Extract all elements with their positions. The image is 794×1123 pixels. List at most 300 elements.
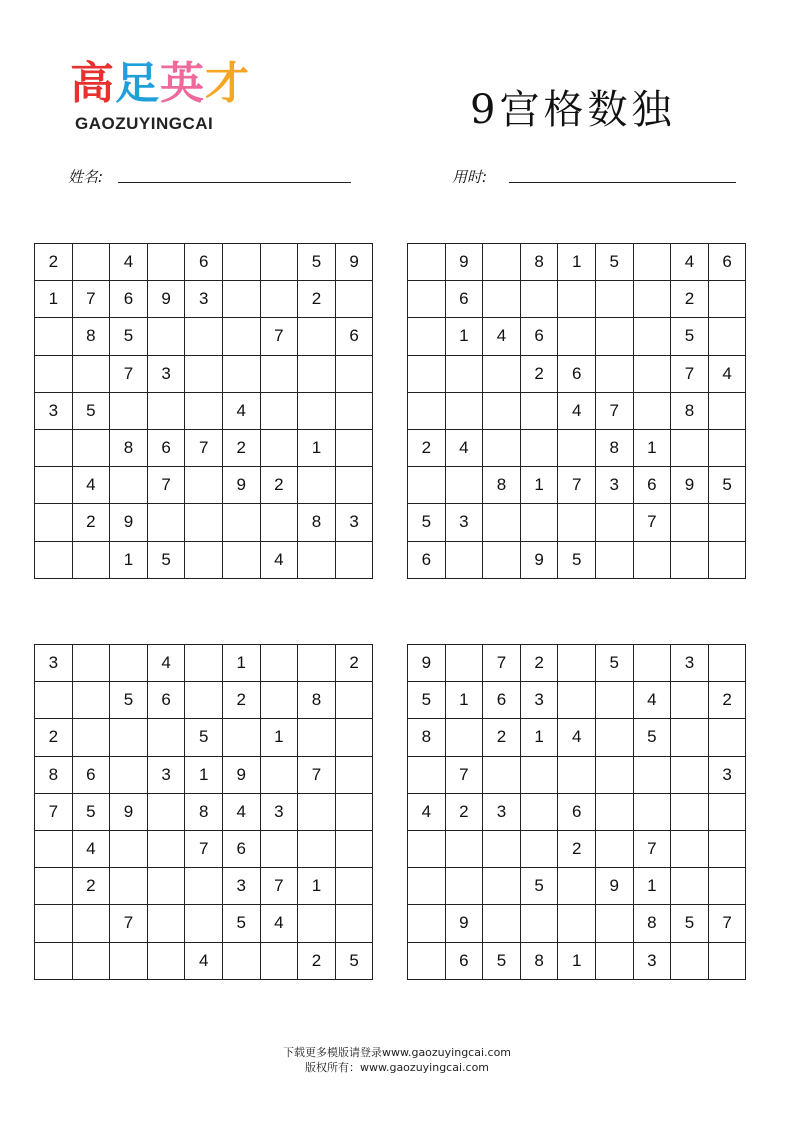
- given-cell: 6: [147, 429, 185, 466]
- empty-cell[interactable]: [708, 830, 746, 867]
- given-cell: 7: [483, 645, 521, 682]
- empty-cell[interactable]: [222, 244, 260, 281]
- empty-cell[interactable]: [633, 756, 671, 793]
- empty-cell[interactable]: [222, 281, 260, 318]
- given-cell: 9: [445, 244, 483, 281]
- empty-cell[interactable]: [408, 942, 446, 979]
- given-cell: 2: [445, 793, 483, 830]
- given-cell: 2: [483, 719, 521, 756]
- empty-cell[interactable]: [185, 392, 223, 429]
- empty-cell[interactable]: [671, 719, 709, 756]
- empty-cell[interactable]: [595, 541, 633, 578]
- empty-cell[interactable]: [185, 318, 223, 355]
- empty-cell[interactable]: [35, 318, 73, 355]
- empty-cell[interactable]: [558, 868, 596, 905]
- empty-cell[interactable]: [110, 868, 148, 905]
- empty-cell[interactable]: [595, 318, 633, 355]
- given-cell: 5: [671, 905, 709, 942]
- sudoku-grid-4: [407, 644, 746, 980]
- empty-cell[interactable]: [708, 392, 746, 429]
- grid-row: [35, 830, 373, 867]
- grid-row: [35, 318, 373, 355]
- empty-cell[interactable]: [595, 830, 633, 867]
- sudoku-grid-2: [407, 243, 746, 579]
- logo-cn-text: [70, 60, 250, 108]
- time-field-line[interactable]: [509, 182, 736, 183]
- empty-cell[interactable]: [671, 504, 709, 541]
- name-label: 姓名:: [68, 168, 104, 186]
- empty-cell[interactable]: [185, 541, 223, 578]
- given-cell: 2: [72, 504, 110, 541]
- given-cell: 5: [298, 244, 336, 281]
- empty-cell[interactable]: [708, 868, 746, 905]
- empty-cell[interactable]: [445, 392, 483, 429]
- empty-cell[interactable]: [298, 392, 336, 429]
- given-cell: 6: [633, 467, 671, 504]
- empty-cell[interactable]: [335, 429, 373, 466]
- given-cell: 8: [520, 244, 558, 281]
- empty-cell[interactable]: [185, 868, 223, 905]
- empty-cell[interactable]: [408, 281, 446, 318]
- empty-cell[interactable]: [110, 830, 148, 867]
- empty-cell[interactable]: [445, 645, 483, 682]
- empty-cell[interactable]: [483, 281, 521, 318]
- empty-cell[interactable]: [72, 429, 110, 466]
- empty-cell[interactable]: [483, 830, 521, 867]
- grid-row: [408, 830, 746, 867]
- empty-cell[interactable]: [222, 719, 260, 756]
- empty-cell[interactable]: [110, 719, 148, 756]
- empty-cell[interactable]: [335, 830, 373, 867]
- given-cell: 5: [72, 392, 110, 429]
- given-cell: 1: [558, 942, 596, 979]
- empty-cell[interactable]: [671, 541, 709, 578]
- empty-cell[interactable]: [408, 830, 446, 867]
- empty-cell[interactable]: [298, 645, 336, 682]
- empty-cell[interactable]: [633, 793, 671, 830]
- given-cell: 3: [483, 793, 521, 830]
- empty-cell[interactable]: [35, 355, 73, 392]
- empty-cell[interactable]: [147, 504, 185, 541]
- empty-cell[interactable]: [147, 318, 185, 355]
- empty-cell[interactable]: [147, 905, 185, 942]
- empty-cell[interactable]: [408, 868, 446, 905]
- empty-cell[interactable]: [708, 318, 746, 355]
- empty-cell[interactable]: [445, 541, 483, 578]
- empty-cell[interactable]: [708, 281, 746, 318]
- empty-cell[interactable]: [72, 541, 110, 578]
- empty-cell[interactable]: [222, 504, 260, 541]
- logo-char-2: 足: [115, 58, 160, 109]
- empty-cell[interactable]: [222, 541, 260, 578]
- given-cell: 1: [633, 429, 671, 466]
- given-cell: 8: [298, 682, 336, 719]
- footer-line-2: 版权所有：www.gaozuyingcai.com: [304, 1061, 490, 1074]
- given-cell: 4: [72, 467, 110, 504]
- empty-cell[interactable]: [558, 645, 596, 682]
- given-cell: 7: [260, 868, 298, 905]
- empty-cell[interactable]: [708, 793, 746, 830]
- empty-cell[interactable]: [147, 830, 185, 867]
- given-cell: 8: [633, 905, 671, 942]
- given-cell: 8: [483, 467, 521, 504]
- empty-cell[interactable]: [445, 868, 483, 905]
- empty-cell[interactable]: [298, 355, 336, 392]
- grid-row: [408, 793, 746, 830]
- empty-cell[interactable]: [185, 504, 223, 541]
- empty-cell[interactable]: [633, 244, 671, 281]
- empty-cell[interactable]: [408, 905, 446, 942]
- empty-cell[interactable]: [483, 392, 521, 429]
- empty-cell[interactable]: [335, 868, 373, 905]
- empty-cell[interactable]: [671, 942, 709, 979]
- empty-cell[interactable]: [558, 429, 596, 466]
- grid-row: [408, 504, 746, 541]
- empty-cell[interactable]: [110, 467, 148, 504]
- empty-cell[interactable]: [671, 830, 709, 867]
- empty-cell[interactable]: [520, 392, 558, 429]
- given-cell: 3: [671, 645, 709, 682]
- empty-cell[interactable]: [558, 905, 596, 942]
- empty-cell[interactable]: [72, 905, 110, 942]
- given-cell: 2: [520, 645, 558, 682]
- empty-cell[interactable]: [708, 541, 746, 578]
- given-cell: 9: [110, 793, 148, 830]
- empty-cell[interactable]: [483, 429, 521, 466]
- empty-cell[interactable]: [483, 504, 521, 541]
- given-cell: 1: [445, 318, 483, 355]
- empty-cell[interactable]: [222, 942, 260, 979]
- empty-cell[interactable]: [35, 429, 73, 466]
- empty-cell[interactable]: [335, 467, 373, 504]
- given-cell: 5: [595, 244, 633, 281]
- empty-cell[interactable]: [298, 905, 336, 942]
- given-cell: 1: [222, 645, 260, 682]
- given-cell: 2: [520, 355, 558, 392]
- empty-cell[interactable]: [147, 868, 185, 905]
- empty-cell[interactable]: [335, 392, 373, 429]
- empty-cell[interactable]: [335, 793, 373, 830]
- empty-cell[interactable]: [408, 392, 446, 429]
- empty-cell[interactable]: [260, 645, 298, 682]
- empty-cell[interactable]: [185, 905, 223, 942]
- given-cell: 7: [185, 429, 223, 466]
- empty-cell[interactable]: [708, 645, 746, 682]
- given-cell: 7: [147, 467, 185, 504]
- given-cell: 6: [445, 942, 483, 979]
- empty-cell[interactable]: [595, 719, 633, 756]
- empty-cell[interactable]: [633, 541, 671, 578]
- given-cell: 4: [260, 905, 298, 942]
- grid-row: [35, 244, 373, 281]
- empty-cell[interactable]: [185, 682, 223, 719]
- grid-row: [35, 756, 373, 793]
- time-label: 用时:: [452, 168, 488, 186]
- empty-cell[interactable]: [633, 392, 671, 429]
- grid-row: [408, 868, 746, 905]
- empty-cell[interactable]: [595, 281, 633, 318]
- empty-cell[interactable]: [35, 682, 73, 719]
- empty-cell[interactable]: [671, 756, 709, 793]
- empty-cell[interactable]: [72, 355, 110, 392]
- given-cell: 2: [35, 719, 73, 756]
- brand-logo: [53, 52, 258, 142]
- grid-row: [408, 355, 746, 392]
- empty-cell[interactable]: [298, 467, 336, 504]
- empty-cell[interactable]: [483, 868, 521, 905]
- given-cell: 3: [222, 868, 260, 905]
- empty-cell[interactable]: [260, 504, 298, 541]
- empty-cell[interactable]: [35, 467, 73, 504]
- empty-cell[interactable]: [520, 756, 558, 793]
- given-cell: 5: [483, 942, 521, 979]
- empty-cell[interactable]: [35, 830, 73, 867]
- given-cell: 9: [147, 281, 185, 318]
- given-cell: 6: [335, 318, 373, 355]
- empty-cell[interactable]: [298, 719, 336, 756]
- empty-cell[interactable]: [671, 682, 709, 719]
- empty-cell[interactable]: [483, 541, 521, 578]
- given-cell: 3: [335, 504, 373, 541]
- given-cell: 3: [595, 467, 633, 504]
- empty-cell[interactable]: [335, 355, 373, 392]
- empty-cell[interactable]: [35, 905, 73, 942]
- empty-cell[interactable]: [260, 830, 298, 867]
- given-cell: 1: [185, 756, 223, 793]
- grid-row: [408, 682, 746, 719]
- given-cell: 9: [335, 244, 373, 281]
- empty-cell[interactable]: [671, 868, 709, 905]
- given-cell: 5: [558, 541, 596, 578]
- name-field-line[interactable]: [118, 182, 351, 183]
- grid-row: [408, 719, 746, 756]
- empty-cell[interactable]: [298, 541, 336, 578]
- empty-cell[interactable]: [110, 756, 148, 793]
- given-cell: 6: [147, 682, 185, 719]
- empty-cell[interactable]: [595, 682, 633, 719]
- given-cell: 4: [222, 392, 260, 429]
- empty-cell[interactable]: [335, 682, 373, 719]
- given-cell: 4: [222, 793, 260, 830]
- empty-cell[interactable]: [558, 682, 596, 719]
- empty-cell[interactable]: [298, 830, 336, 867]
- empty-cell[interactable]: [335, 905, 373, 942]
- given-cell: 6: [110, 281, 148, 318]
- given-cell: 1: [110, 541, 148, 578]
- grid-row: [408, 467, 746, 504]
- given-cell: 6: [558, 355, 596, 392]
- given-cell: 6: [72, 756, 110, 793]
- empty-cell[interactable]: [298, 318, 336, 355]
- given-cell: 8: [298, 504, 336, 541]
- given-cell: 7: [35, 793, 73, 830]
- empty-cell[interactable]: [558, 756, 596, 793]
- given-cell: 7: [633, 504, 671, 541]
- empty-cell[interactable]: [260, 682, 298, 719]
- empty-cell[interactable]: [595, 942, 633, 979]
- given-cell: 4: [708, 355, 746, 392]
- empty-cell[interactable]: [72, 244, 110, 281]
- empty-cell[interactable]: [335, 541, 373, 578]
- grid-row: [35, 942, 373, 979]
- empty-cell[interactable]: [408, 756, 446, 793]
- empty-cell[interactable]: [35, 504, 73, 541]
- empty-cell[interactable]: [408, 355, 446, 392]
- empty-cell[interactable]: [260, 355, 298, 392]
- empty-cell[interactable]: [260, 281, 298, 318]
- empty-cell[interactable]: [110, 942, 148, 979]
- empty-cell[interactable]: [558, 504, 596, 541]
- given-cell: 8: [408, 719, 446, 756]
- empty-cell[interactable]: [595, 355, 633, 392]
- given-cell: 1: [445, 682, 483, 719]
- empty-cell[interactable]: [708, 719, 746, 756]
- empty-cell[interactable]: [445, 467, 483, 504]
- empty-cell[interactable]: [185, 467, 223, 504]
- given-cell: 7: [72, 281, 110, 318]
- empty-cell[interactable]: [222, 318, 260, 355]
- empty-cell[interactable]: [298, 793, 336, 830]
- empty-cell[interactable]: [708, 942, 746, 979]
- given-cell: 7: [708, 905, 746, 942]
- given-cell: 4: [671, 244, 709, 281]
- empty-cell[interactable]: [335, 719, 373, 756]
- empty-cell[interactable]: [35, 868, 73, 905]
- empty-cell[interactable]: [633, 355, 671, 392]
- empty-cell[interactable]: [260, 756, 298, 793]
- empty-cell[interactable]: [558, 318, 596, 355]
- empty-cell[interactable]: [72, 719, 110, 756]
- empty-cell[interactable]: [595, 793, 633, 830]
- logo-char-1: 高: [70, 58, 115, 109]
- given-cell: 8: [671, 392, 709, 429]
- grid-row: [408, 392, 746, 429]
- given-cell: 4: [483, 318, 521, 355]
- given-cell: 3: [185, 281, 223, 318]
- given-cell: 9: [222, 756, 260, 793]
- empty-cell[interactable]: [222, 355, 260, 392]
- empty-cell[interactable]: [445, 830, 483, 867]
- grid-row: [35, 793, 373, 830]
- empty-cell[interactable]: [147, 244, 185, 281]
- given-cell: 9: [671, 467, 709, 504]
- given-cell: 1: [558, 244, 596, 281]
- given-cell: 5: [185, 719, 223, 756]
- given-cell: 3: [35, 392, 73, 429]
- empty-cell[interactable]: [483, 756, 521, 793]
- empty-cell[interactable]: [520, 429, 558, 466]
- empty-cell[interactable]: [445, 719, 483, 756]
- empty-cell[interactable]: [72, 942, 110, 979]
- empty-cell[interactable]: [558, 281, 596, 318]
- grid-row: [35, 645, 373, 682]
- given-cell: 6: [520, 318, 558, 355]
- given-cell: 6: [185, 244, 223, 281]
- grid-row: [408, 942, 746, 979]
- empty-cell[interactable]: [260, 392, 298, 429]
- grid-row: [408, 541, 746, 578]
- empty-cell[interactable]: [72, 682, 110, 719]
- empty-cell[interactable]: [147, 392, 185, 429]
- empty-cell[interactable]: [671, 793, 709, 830]
- empty-cell[interactable]: [408, 244, 446, 281]
- given-cell: 5: [595, 645, 633, 682]
- empty-cell[interactable]: [35, 942, 73, 979]
- given-cell: 7: [595, 392, 633, 429]
- empty-cell[interactable]: [633, 645, 671, 682]
- empty-cell[interactable]: [147, 942, 185, 979]
- given-cell: 7: [445, 756, 483, 793]
- empty-cell[interactable]: [408, 467, 446, 504]
- empty-cell[interactable]: [260, 942, 298, 979]
- empty-cell[interactable]: [595, 905, 633, 942]
- given-cell: 3: [633, 942, 671, 979]
- given-cell: 9: [408, 645, 446, 682]
- empty-cell[interactable]: [633, 318, 671, 355]
- given-cell: 8: [110, 429, 148, 466]
- given-cell: 6: [445, 281, 483, 318]
- empty-cell[interactable]: [520, 504, 558, 541]
- given-cell: 1: [298, 868, 336, 905]
- given-cell: 6: [222, 830, 260, 867]
- empty-cell[interactable]: [185, 645, 223, 682]
- empty-cell[interactable]: [445, 355, 483, 392]
- given-cell: 1: [260, 719, 298, 756]
- empty-cell[interactable]: [595, 504, 633, 541]
- given-cell: 4: [408, 793, 446, 830]
- empty-cell[interactable]: [335, 756, 373, 793]
- empty-cell[interactable]: [260, 244, 298, 281]
- given-cell: 6: [483, 682, 521, 719]
- empty-cell[interactable]: [708, 504, 746, 541]
- empty-cell[interactable]: [671, 429, 709, 466]
- empty-cell[interactable]: [520, 830, 558, 867]
- empty-cell[interactable]: [72, 645, 110, 682]
- logo-char-4: 才: [205, 58, 250, 109]
- empty-cell[interactable]: [633, 281, 671, 318]
- given-cell: 2: [558, 830, 596, 867]
- empty-cell[interactable]: [110, 392, 148, 429]
- empty-cell[interactable]: [520, 281, 558, 318]
- empty-cell[interactable]: [408, 318, 446, 355]
- empty-cell[interactable]: [35, 541, 73, 578]
- empty-cell[interactable]: [708, 429, 746, 466]
- empty-cell[interactable]: [483, 355, 521, 392]
- given-cell: 8: [185, 793, 223, 830]
- given-cell: 3: [445, 504, 483, 541]
- given-cell: 2: [408, 429, 446, 466]
- given-cell: 3: [147, 355, 185, 392]
- empty-cell[interactable]: [483, 244, 521, 281]
- empty-cell[interactable]: [110, 645, 148, 682]
- empty-cell[interactable]: [483, 905, 521, 942]
- empty-cell[interactable]: [520, 905, 558, 942]
- given-cell: 1: [633, 868, 671, 905]
- grid-row: [35, 682, 373, 719]
- empty-cell[interactable]: [147, 719, 185, 756]
- given-cell: 4: [185, 942, 223, 979]
- empty-cell[interactable]: [185, 355, 223, 392]
- given-cell: 9: [595, 868, 633, 905]
- empty-cell[interactable]: [147, 793, 185, 830]
- empty-cell[interactable]: [260, 429, 298, 466]
- empty-cell[interactable]: [595, 756, 633, 793]
- given-cell: 3: [147, 756, 185, 793]
- empty-cell[interactable]: [520, 793, 558, 830]
- given-cell: 5: [633, 719, 671, 756]
- empty-cell[interactable]: [335, 281, 373, 318]
- given-cell: 2: [260, 467, 298, 504]
